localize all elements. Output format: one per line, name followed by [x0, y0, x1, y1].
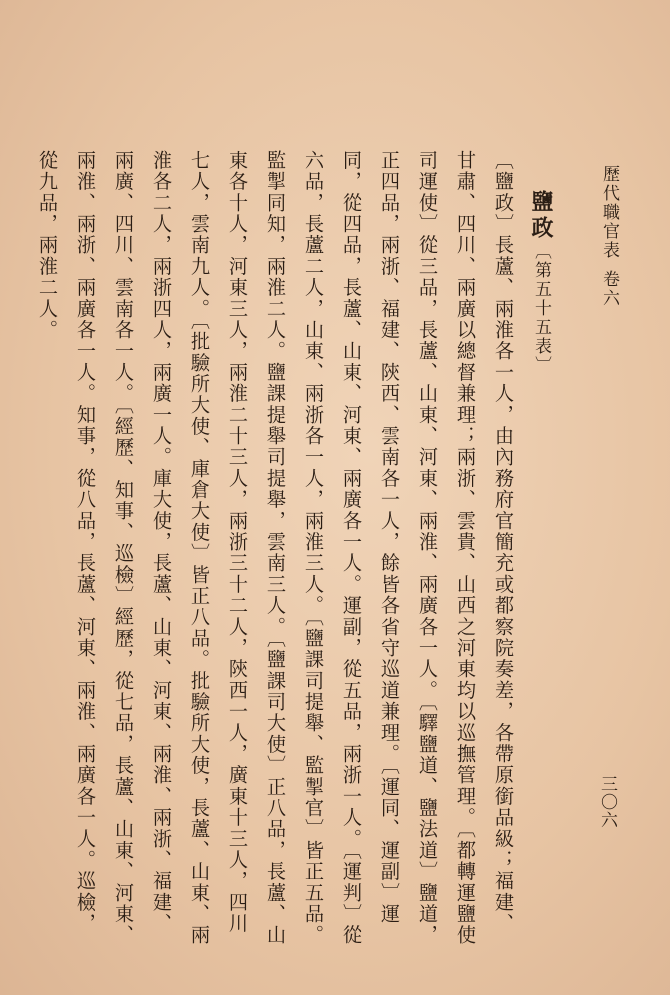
body-paragraph: 〔鹽政〕長蘆、兩淮各一人，由內務府官簡充或都察院奏差，各帶原銜品級；福建、甘肅、四川、兩廣以總督兼理；兩浙、雲貴、山西之河東均以巡撫管理。〔都轉運鹽使司運使〕從三品，長蘆、山東、河東、兩淮、兩廣各一人。〔驛鹽道、鹽法道〕鹽道，正四品，兩浙、福建、陝西、雲南各一人，餘皆各省守巡道兼理。〔運同、運副〕運同，從四品，長蘆、山東、河東、兩廣各一人。運副，從五品，兩浙一人。〔運判〕從六品，長蘆二人，山東、兩浙各一人，兩淮三人。〔鹽課司提舉、監掣官〕皆正五品。監掣同知，兩淮二人。鹽課提舉司提舉，雲南三人。〔鹽課司大使〕正八品，長蘆、山東各十人，河東三人，兩淮二十三人，兩浙三十二人，陝西一人，廣東十三人，四川七人，雲南九人。〔批驗所大使、庫倉大使〕皆正八品。批驗所大使，長蘆、山東、兩淮各二人，兩浙四人，兩廣一人。庫大使，長蘆、山東、河東、兩淮、兩浙、福建、兩廣、四川、雲南各一人。〔經歷、知事、巡檢〕經歷，從七品，長蘆、山東、河東、兩淮、兩浙、兩廣各一人。知事，從八品，長蘆、河東、兩淮、兩廣各一人。巡檢，從九品，兩淮二人。	[36, 150, 515, 946]
running-head-title: 歷代職官表	[599, 165, 619, 260]
section-heading	[522, 150, 560, 950]
section-table-number: 〔第五十五表〕	[531, 242, 551, 375]
page-number: 三〇六	[597, 775, 617, 829]
main-text-block	[28, 150, 560, 950]
section-title: 鹽政	[528, 190, 554, 242]
running-head-volume: 卷六	[599, 270, 619, 308]
